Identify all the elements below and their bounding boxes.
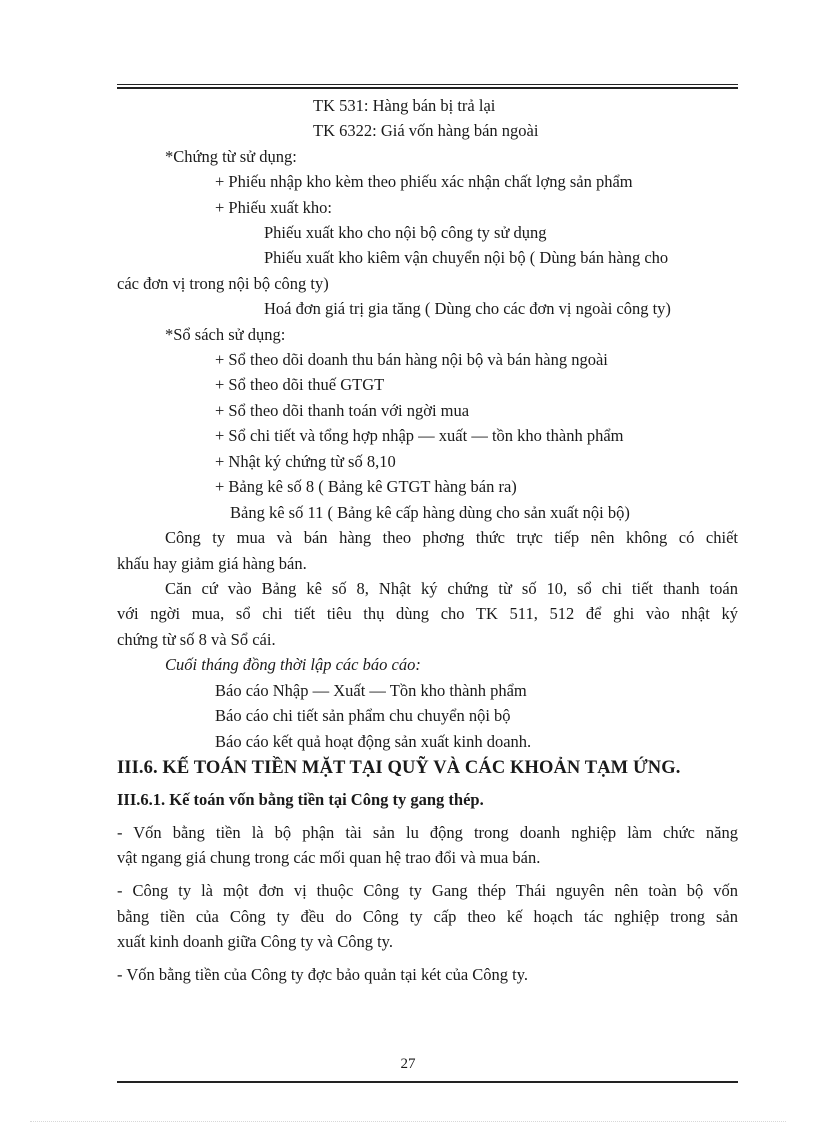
text-line: Căn cứ vào Bảng kê số 8, Nhật ký chứng từ số 10, sổ chi tiết thanh toán — [165, 579, 738, 598]
page-number: 27 — [400, 1056, 416, 1072]
section-heading: III.6. KẾ TOÁN TIỀN MẶT TẠI QUỸ VÀ CÁC KHOẢN TẠM ỨNG. — [117, 758, 681, 778]
text-line: Báo cáo chi tiết sản phẩm chu chuyển nội bộ — [215, 706, 511, 725]
text-line: các đơn vị trong nội bộ công ty) — [117, 274, 329, 293]
text-line: Công ty mua và bán hàng theo phơng thức trực tiếp nên không có chiết — [165, 528, 738, 547]
paragraph-line: - Công ty là một đơn vị thuộc Công ty Gang thép Thái nguyên nên toàn bộ vốn — [117, 881, 738, 900]
text-line: với ngời mua, sổ chi tiết tiêu thụ dùng cho TK 511, 512 để ghi vào nhật ký — [117, 604, 738, 623]
text-line: khấu hay giảm giá hàng bán. — [117, 554, 307, 573]
paragraph-line: vật ngang giá chung trong các mối quan hệ trao đổi và mua bán. — [117, 848, 541, 867]
text-line: + Sổ theo dõi thanh toán với ngời mua — [215, 401, 470, 420]
text-line: Phiếu xuất kho cho nội bộ công ty sử dụng — [264, 223, 547, 242]
text-line: TK 6322: Giá vốn hàng bán ngoài — [313, 121, 539, 140]
text-line: Bảng kê số 11 ( Bảng kê cấp hàng dùng cho sản xuất nội bộ) — [230, 503, 630, 522]
italic-text-line: Cuối tháng đồng thời lập các báo cáo: — [165, 655, 421, 674]
text-line: *Sổ sách sử dụng: — [165, 325, 286, 344]
header-rule — [117, 84, 738, 89]
paragraph-line: - Vốn bằng tiền là bộ phận tài sản lu động trong doanh nghiệp làm chức năng — [117, 823, 738, 842]
page-edge-dots — [30, 1121, 786, 1122]
text-line: *Chứng từ sử dụng: — [165, 147, 297, 166]
text-line: Báo cáo kết quả hoạt động sản xuất kinh doanh. — [215, 732, 532, 751]
text-line: + Phiếu nhập kho kèm theo phiếu xác nhận chất lợng sản phẩm — [215, 172, 633, 191]
text-line: Báo cáo Nhập — Xuất — Tồn kho thành phẩm — [215, 681, 527, 700]
text-line: + Nhật ký chứng từ số 8,10 — [215, 452, 396, 471]
paragraph-line: - Vốn bằng tiền của Công ty đợc bảo quản tại két của Công ty. — [117, 965, 529, 984]
paragraph-line: bằng tiền của Công ty đều do Công ty cấp theo kế hoạch tác nghiệp trong sản — [117, 907, 738, 926]
text-line: + Sổ theo dõi doanh thu bán hàng nội bộ và bán hàng ngoài — [215, 350, 608, 369]
text-line: chứng từ số 8 và Sổ cái. — [117, 630, 276, 649]
paragraph-line: xuất kinh doanh giữa Công ty và Công ty. — [117, 932, 393, 951]
text-line: + Sổ theo dõi thuế GTGT — [215, 375, 385, 394]
text-line: + Sổ chi tiết và tổng hợp nhập — xuất — tồn kho thành phẩm — [215, 426, 624, 445]
text-line: Hoá đơn giá trị gia tăng ( Dùng cho các đơn vị ngoài công ty) — [264, 299, 671, 318]
footer-rule — [117, 1081, 738, 1083]
text-line: TK 531: Hàng bán bị trả lại — [313, 96, 496, 115]
text-line: Phiếu xuất kho kiêm vận chuyển nội bộ ( Dùng bán hàng cho — [264, 248, 669, 267]
text-line: + Bảng kê số 8 ( Bảng kê GTGT hàng bán ra) — [215, 477, 517, 496]
text-line: + Phiếu xuất kho: — [215, 198, 333, 217]
subsection-heading: III.6.1. Kế toán vốn bằng tiền tại Công ty gang thép. — [117, 790, 484, 809]
